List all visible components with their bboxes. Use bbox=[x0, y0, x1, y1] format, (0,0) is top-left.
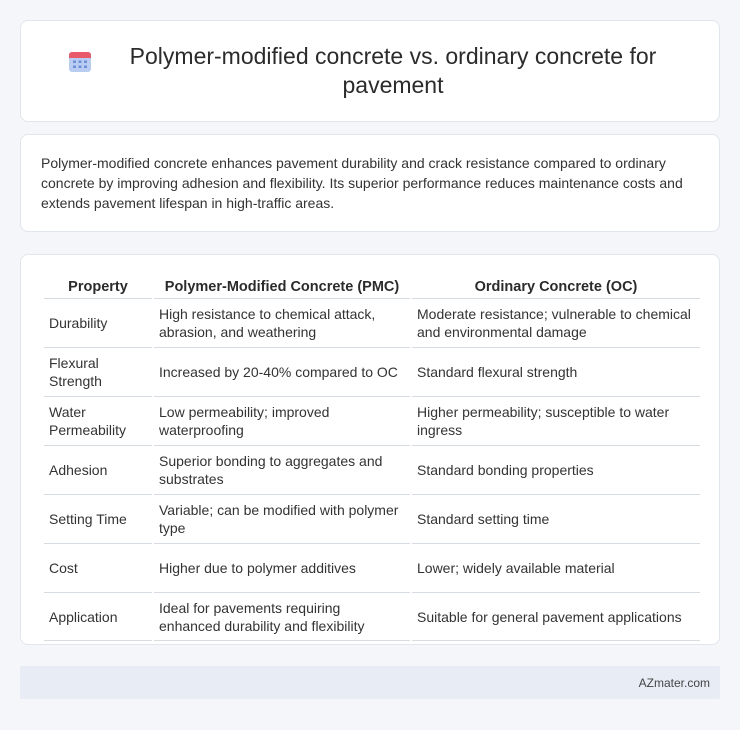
page-title: Polymer-modified concrete vs. ordinary concrete for pavement bbox=[129, 43, 657, 98]
header-oc: Ordinary Concrete (OC) bbox=[412, 275, 700, 299]
row-pmc-value: Superior bonding to aggregates and substrates bbox=[154, 446, 410, 495]
row-property: Cost bbox=[44, 544, 152, 593]
row-pmc-value: Variable; can be modified with polymer type bbox=[154, 495, 410, 544]
row-property: Durability bbox=[44, 299, 152, 348]
row-oc-value: Standard bonding properties bbox=[412, 446, 700, 495]
row-oc-value: Standard flexural strength bbox=[412, 348, 700, 397]
row-oc-value: Higher permeability; susceptible to water ingress bbox=[412, 397, 700, 446]
table-row bbox=[44, 495, 700, 544]
table-row bbox=[44, 299, 700, 348]
calendar-icon bbox=[67, 48, 93, 74]
footer-bar bbox=[20, 666, 720, 699]
footer-site-link[interactable]: AZmater.com bbox=[638, 675, 710, 690]
table-row bbox=[44, 446, 700, 495]
row-pmc-value: Ideal for pavements requiring enhanced durability and flexibility bbox=[154, 593, 410, 641]
title-card bbox=[20, 20, 720, 122]
header-pmc: Polymer-Modified Concrete (PMC) bbox=[154, 275, 410, 299]
summary-card bbox=[20, 134, 720, 232]
row-property: Application bbox=[44, 593, 152, 641]
table-row bbox=[44, 593, 700, 641]
row-oc-value: Standard setting time bbox=[412, 495, 700, 544]
summary-text: Polymer-modified concrete enhances pavement durability and crack resistance compared to ordinary concrete by improving adhesion and flexibility. Its superior performance reduces maintenance costs and extends pavement lifespan in high-traffic areas. bbox=[41, 155, 683, 211]
table-row bbox=[44, 544, 700, 593]
row-pmc-value: Low permeability; improved waterproofing bbox=[154, 397, 410, 446]
row-oc-value: Moderate resistance; vulnerable to chemical and environmental damage bbox=[412, 299, 700, 348]
row-oc-value: Lower; widely available material bbox=[412, 544, 700, 593]
row-property: Adhesion bbox=[44, 446, 152, 495]
table-row bbox=[44, 397, 700, 446]
row-pmc-value: Higher due to polymer additives bbox=[154, 544, 410, 593]
title-wrap bbox=[50, 42, 690, 100]
row-property: Water Permeability bbox=[44, 397, 152, 446]
row-property: Flexural Strength bbox=[44, 348, 152, 397]
row-pmc-value: High resistance to chemical attack, abrasion, and weathering bbox=[154, 299, 410, 348]
table-row bbox=[44, 348, 700, 397]
row-property: Setting Time bbox=[44, 495, 152, 544]
row-oc-value: Suitable for general pavement applications bbox=[412, 593, 700, 641]
row-pmc-value: Increased by 20-40% compared to OC bbox=[154, 348, 410, 397]
comparison-table bbox=[42, 275, 702, 641]
table-header-row bbox=[44, 275, 700, 299]
header-property: Property bbox=[44, 275, 152, 299]
comparison-table-card bbox=[20, 254, 720, 645]
